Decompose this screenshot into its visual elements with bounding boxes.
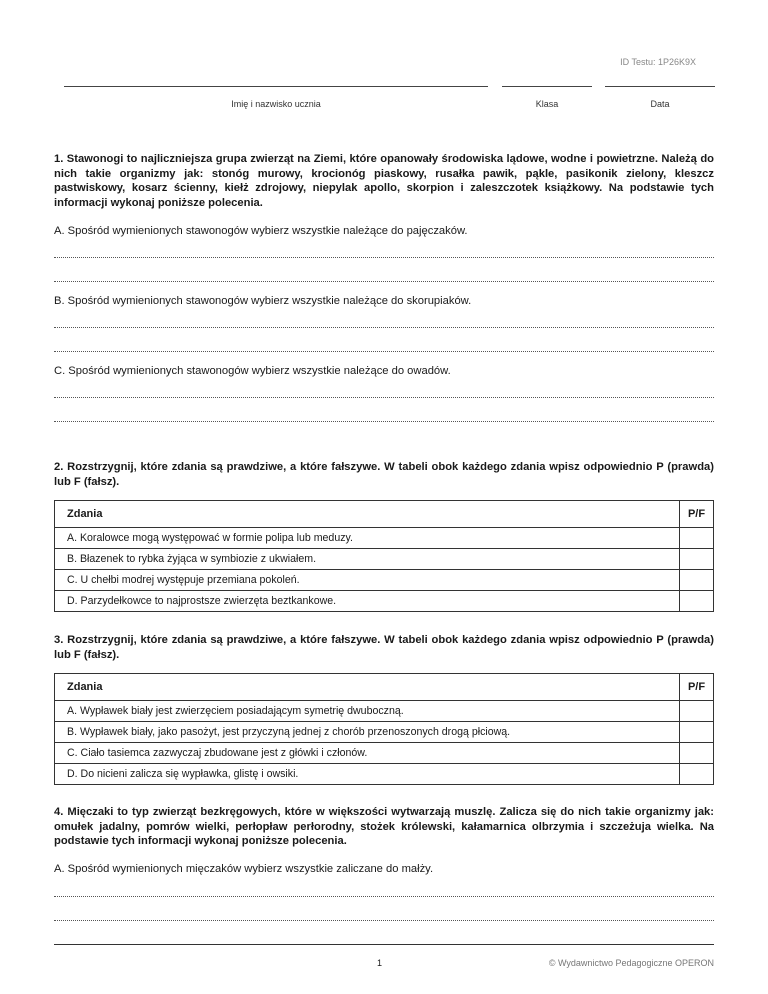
- statement-cell: B. Wypławek biały, jako pasożyt, jest przyczyną jednej z chorób przenoszonych drogą płciową.: [55, 722, 680, 743]
- copyright: © Wydawnictwo Pedagogiczne OPERON: [548, 958, 714, 968]
- statement-cell: B. Błazenek to rybka żyjąca w symbiozie z ukwiałem.: [55, 549, 680, 570]
- pf-answer-cell[interactable]: [680, 591, 714, 612]
- question-2-heading: 2. Rozstrzygnij, które zdania są prawdziwe, a które fałszywe. W tabeli obok każdego zdania wpisz odpowiednio P (prawda) lub F (fałsz).: [54, 461, 714, 488]
- question-2-table: [54, 500, 714, 612]
- table-header-statements: Zdania: [55, 501, 680, 528]
- table-row: [55, 570, 714, 591]
- table-row: [55, 591, 714, 612]
- statement-cell: C. Ciało tasiemca zazwyczaj zbudowane jest z główki i członów.: [55, 743, 680, 764]
- pf-answer-cell[interactable]: [680, 701, 714, 722]
- table-row: [55, 743, 714, 764]
- answer-line[interactable]: [54, 351, 714, 352]
- table-row: [55, 701, 714, 722]
- statement-cell: A. Wypławek biały jest zwierzęciem posiadającym symetrię dwuboczną.: [55, 701, 680, 722]
- question-3-heading: 3. Rozstrzygnij, które zdania są prawdziwe, a które fałszywe. W tabeli obok każdego zdania wpisz odpowiednio P (prawda) lub F (fałsz).: [54, 634, 714, 661]
- table-header-statements: Zdania: [55, 674, 680, 701]
- question-1c-prompt: C. Spośród wymienionych stawonogów wybierz wszystkie należące do owadów.: [54, 365, 451, 377]
- pf-answer-cell[interactable]: [680, 549, 714, 570]
- answer-line[interactable]: [54, 896, 714, 897]
- test-id: ID Testu: 1P26K9X: [620, 57, 696, 67]
- statement-cell: A. Koralowce mogą występować w formie polipa lub meduzy.: [55, 528, 680, 549]
- statement-cell: C. U chełbi modrej występuje przemiana pokoleń.: [55, 570, 680, 591]
- answer-line[interactable]: [54, 257, 714, 258]
- pf-answer-cell[interactable]: [680, 764, 714, 785]
- table-row: [55, 528, 714, 549]
- pf-answer-cell[interactable]: [680, 570, 714, 591]
- statement-cell: D. Parzydełkowce to najprostsze zwierzęta beztkankowe.: [55, 591, 680, 612]
- date-label: Data: [650, 99, 670, 109]
- table-row: [55, 764, 714, 785]
- answer-line[interactable]: [54, 327, 714, 328]
- table-header-pf: P/F: [680, 501, 714, 528]
- question-1a-prompt: A. Spośród wymienionych stawonogów wybierz wszystkie należące do pajęczaków.: [54, 225, 468, 237]
- statement-cell: D. Do nicieni zalicza się wypławka, glistę i owsiki.: [55, 764, 680, 785]
- class-field[interactable]: [502, 86, 592, 87]
- date-field[interactable]: [605, 86, 715, 87]
- pf-answer-cell[interactable]: [680, 528, 714, 549]
- answer-line[interactable]: [54, 281, 714, 282]
- name-label: Imię i nazwisko ucznia: [231, 99, 321, 109]
- question-4a-prompt: A. Spośród wymienionych mięczaków wybierz wszystkie zaliczane do małży.: [54, 863, 434, 875]
- question-1b-prompt: B. Spośród wymienionych stawonogów wybierz wszystkie należące do skorupiaków.: [54, 295, 472, 307]
- name-field[interactable]: [64, 86, 488, 87]
- table-row: [55, 722, 714, 743]
- question-1-heading: 1. Stawonogi to najliczniejsza grupa zwierząt na Ziemi, które opanowały środowiska lądowe, wodne i powietrzne. Należą do nich takie organizmy jak: stonóg murowy, krocionóg piaskowy, rusałka pawik, pąkle, pasikonik zielony, kleszcz pastwiskowy, kosarz ścienny, kiełż zdrojowy, niepylak apollo, skorpion i zaleszczotek książkowy. Na podstawie tych informacji wykonaj poniższe polecenia.: [54, 153, 714, 209]
- page-number: 1: [377, 958, 383, 968]
- answer-line[interactable]: [54, 421, 714, 422]
- pf-answer-cell[interactable]: [680, 722, 714, 743]
- class-label: Klasa: [535, 99, 559, 109]
- answer-line[interactable]: [54, 920, 714, 921]
- table-row: [55, 549, 714, 570]
- footer-divider: [54, 944, 714, 945]
- pf-answer-cell[interactable]: [680, 743, 714, 764]
- question-4-heading: 4. Mięczaki to typ zwierząt bezkręgowych, które w większości wytwarzają muszlę. Zalicza się do nich takie organizmy jak: omułek jadalny, pomrów wielki, perłopław perłorodny, stożek królewski, kałamarnica olbrzymia i szczeżuja wielka. Na podstawie tych informacji wykonaj poniższe polecenia.: [54, 806, 714, 847]
- answer-line[interactable]: [54, 397, 714, 398]
- question-3-table: [54, 673, 714, 785]
- table-header-pf: P/F: [680, 674, 714, 701]
